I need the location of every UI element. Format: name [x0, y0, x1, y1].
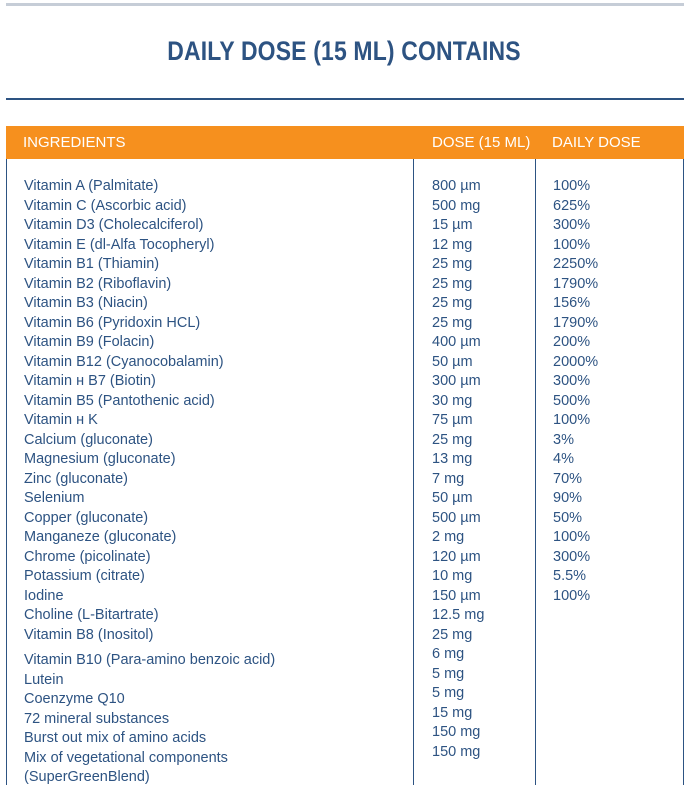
ingredient-cell: Lutein	[24, 671, 64, 688]
ingredient-cell: Copper (gluconate)	[24, 509, 149, 526]
dose-column	[432, 177, 484, 762]
dose-cell: 120 µm	[432, 548, 481, 565]
daily-dose-column	[553, 177, 598, 606]
ingredient-cell: Vitamin E (dl-Alfa Tocopheryl)	[24, 236, 215, 253]
ingredient-cell: Choline (L-Bitartrate)	[24, 607, 159, 623]
daily-dose-cell: 2250%	[553, 256, 599, 272]
ingredient-cell: Magnesium (gluconate)	[24, 451, 176, 467]
column-divider	[535, 159, 536, 785]
dose-cell: 25 mg	[432, 295, 473, 311]
dose-cell: 25 mg	[432, 275, 473, 292]
dose-cell: 150 mg	[432, 724, 481, 740]
ingredient-cell: Burst out mix of amino acids	[24, 730, 207, 746]
daily-dose-cell: 3%	[553, 431, 574, 448]
column-divider	[6, 159, 7, 785]
daily-dose-cell: 5.5%	[553, 568, 587, 584]
daily-dose-cell: 300%	[553, 217, 591, 233]
dose-cell: 75 µm	[432, 412, 473, 428]
ingredient-cell: Calcium (gluconate)	[24, 431, 153, 448]
title-rule	[6, 98, 684, 100]
ingredient-cell: Vitamin D3 (Cholecalciferol)	[24, 217, 204, 233]
dose-cell: 7 mg	[432, 470, 465, 487]
column-divider	[413, 159, 414, 785]
page-title: DAILY DOSE (15 ML) CONTAINS	[167, 36, 521, 66]
daily-dose-cell: 156%	[553, 295, 591, 311]
ingredient-cell: Vitamin B3 (Niacin)	[24, 295, 148, 311]
ingredient-cell: 72 mineral substances	[24, 710, 170, 727]
daily-dose-cell: 1790%	[553, 314, 599, 331]
top-rule	[6, 3, 684, 6]
daily-dose-cell: 500%	[553, 392, 591, 409]
ingredient-cell: Zinc (gluconate)	[24, 470, 128, 487]
daily-dose-cell: 100%	[553, 178, 591, 194]
ingredient-cell: Vitamin B12 (Cyanocobalamin)	[24, 353, 224, 370]
dose-cell: 10 mg	[432, 568, 473, 584]
ingredient-cell: Vitamin B6 (Pyridoxin HCL)	[24, 314, 201, 331]
dose-cell: 6 mg	[432, 646, 465, 662]
ingredient-cell: Vitamin B2 (Riboflavin)	[24, 275, 172, 292]
ingredient-cell: Coenzyme Q10	[24, 691, 125, 707]
dose-cell: 50 µm	[432, 490, 473, 506]
daily-dose-cell: 1790%	[553, 275, 599, 292]
dose-cell: 2 mg	[432, 529, 465, 545]
ingredient-cell: Mix of vegetational components	[24, 749, 228, 766]
daily-dose-cell: 100%	[553, 529, 591, 545]
dose-cell: 50 µm	[432, 353, 473, 370]
ingredient-cell: Vitamin B8 (Inositol)	[24, 626, 154, 643]
daily-dose-cell: 200%	[553, 334, 591, 350]
dose-cell: 5 mg	[432, 685, 465, 701]
column-divider	[683, 159, 684, 785]
ingredient-cell: Manganeze (gluconate)	[24, 529, 177, 545]
ingredient-cell: Potassium (citrate)	[24, 568, 145, 584]
daily-dose-cell: 300%	[553, 373, 591, 389]
daily-dose-cell: 625%	[553, 197, 591, 214]
daily-dose-cell: 300%	[553, 548, 591, 565]
dose-cell: 400 µm	[432, 334, 481, 350]
ingredient-cell: Vitamin н K	[24, 412, 98, 428]
header-dose: DOSE (15 ML)	[432, 134, 531, 151]
dose-cell: 15 mg	[432, 704, 473, 721]
ingredient-cell: Vitamin B10 (Para-amino benzoic acid)	[24, 652, 276, 668]
daily-dose-cell: 50%	[553, 509, 583, 526]
dose-cell: 12.5 mg	[432, 607, 485, 623]
daily-dose-cell: 100%	[553, 236, 591, 253]
header-daily-dose: DAILY DOSE	[552, 134, 641, 151]
ingredient-cell: Vitamin B9 (Folacin)	[24, 334, 155, 350]
ingredient-cell: Vitamin B5 (Pantothenic acid)	[24, 392, 215, 409]
dose-cell: 25 mg	[432, 314, 473, 331]
dose-cell: 25 mg	[432, 256, 473, 272]
ingredients-column	[24, 177, 275, 788]
dose-cell: 500 µm	[432, 509, 481, 526]
daily-dose-cell: 4%	[553, 451, 574, 467]
dose-cell: 12 mg	[432, 236, 473, 253]
ingredient-cell: Vitamin C (Ascorbic acid)	[24, 197, 187, 214]
header-ingredients: INGREDIENTS	[23, 134, 126, 151]
daily-dose-cell: 2000%	[553, 353, 599, 370]
dose-cell: 15 µm	[432, 217, 473, 233]
dose-cell: 25 mg	[432, 431, 473, 448]
dose-cell: 25 mg	[432, 626, 473, 643]
dose-cell: 13 mg	[432, 451, 473, 467]
ingredient-cell: Vitamin н B7 (Biotin)	[24, 373, 156, 389]
table-header	[6, 126, 684, 159]
dose-cell: 300 µm	[432, 373, 481, 389]
dose-cell: 30 mg	[432, 392, 473, 409]
dose-cell: 500 mg	[432, 197, 481, 214]
dose-cell: 150 µm	[432, 587, 481, 604]
dose-cell: 800 µm	[432, 178, 481, 194]
ingredient-cell: Vitamin A (Palmitate)	[24, 178, 159, 194]
ingredient-cell: (SuperGreenBlend)	[24, 769, 150, 785]
daily-dose-cell: 90%	[553, 490, 583, 506]
dose-cell: 5 mg	[432, 665, 465, 682]
dose-cell: 150 mg	[432, 743, 481, 760]
ingredient-cell: Chrome (picolinate)	[24, 548, 151, 565]
ingredient-cell: Iodine	[24, 587, 64, 604]
ingredient-cell: Vitamin B1 (Thiamin)	[24, 256, 160, 272]
daily-dose-cell: 70%	[553, 470, 583, 487]
daily-dose-cell: 100%	[553, 412, 591, 428]
daily-dose-cell: 100%	[553, 587, 591, 604]
ingredient-cell: Selenium	[24, 490, 85, 506]
